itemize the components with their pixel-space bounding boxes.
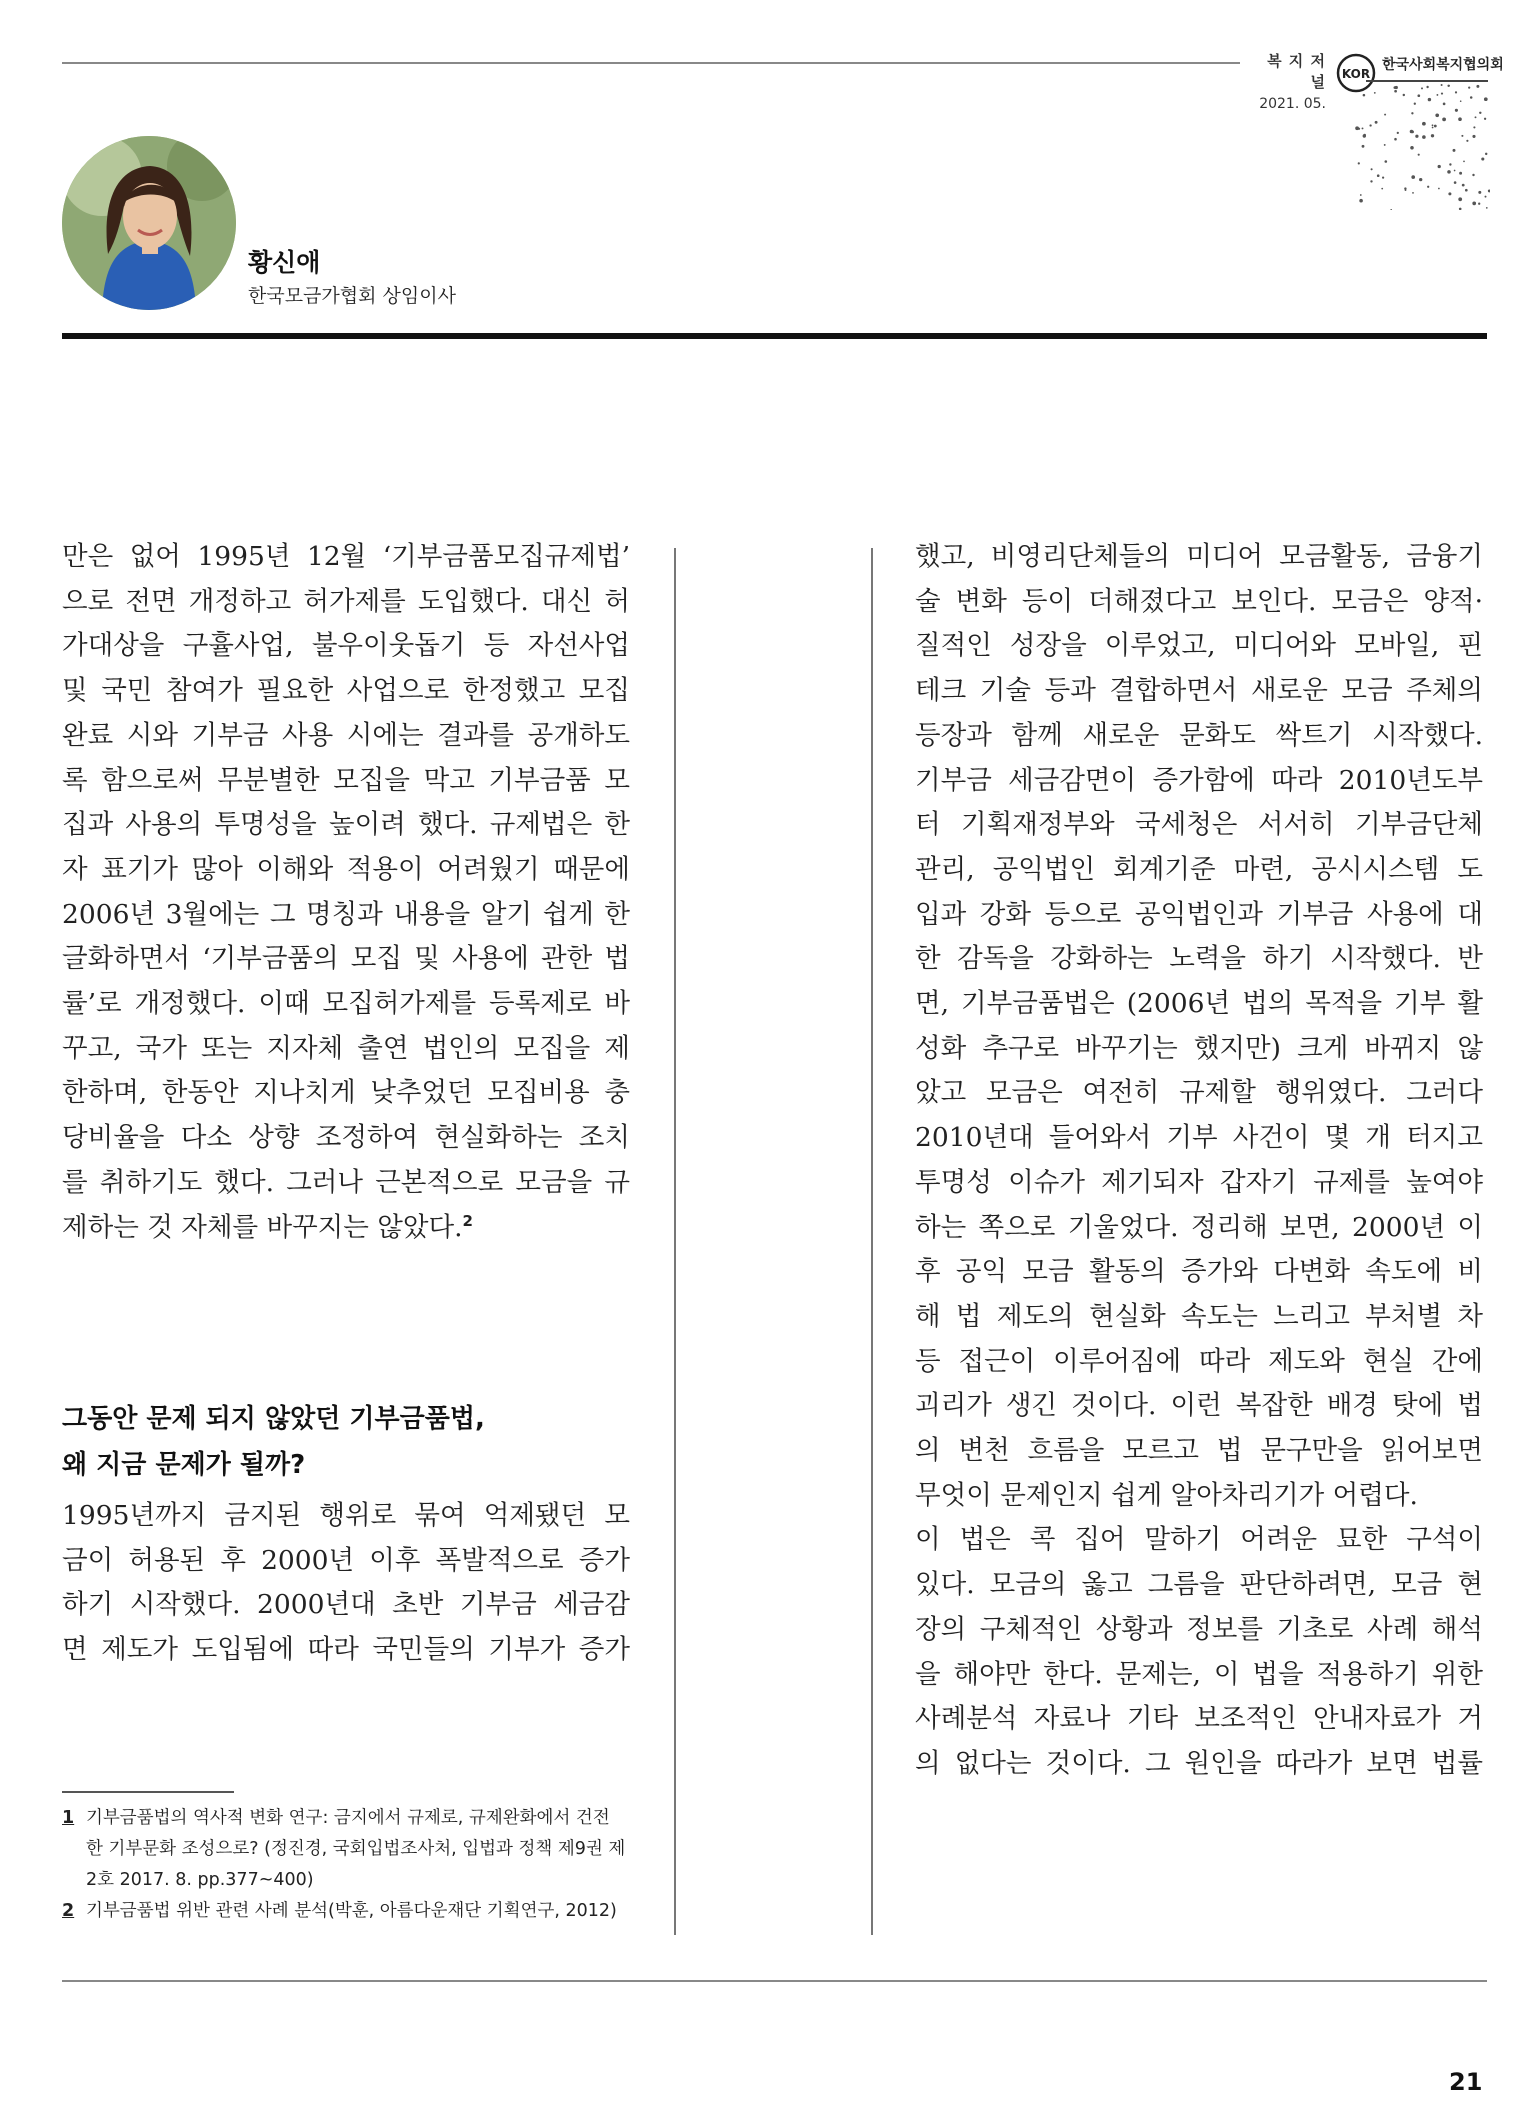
pattern-dot xyxy=(1381,188,1383,190)
pattern-dot xyxy=(1431,134,1434,137)
author-photo xyxy=(62,136,236,310)
text-line: 1995년까지 금지된 행위로 묶여 억제됐던 모 xyxy=(62,1500,630,1531)
pattern-dot xyxy=(1476,85,1479,88)
pattern-dot xyxy=(1358,162,1360,164)
pattern-dot xyxy=(1441,84,1443,86)
pattern-dot xyxy=(1412,192,1414,194)
pattern-dot xyxy=(1410,146,1414,150)
header-rule xyxy=(62,333,1487,339)
pattern-dot xyxy=(1478,191,1481,194)
pattern-dot xyxy=(1454,181,1457,184)
pattern-dot xyxy=(1486,207,1488,209)
subheading-line: 그동안 문제 되지 않았던 기부금품법, xyxy=(62,1404,485,1434)
text-line: 당비율을 다소 상향 조정하여 현실화하는 조치 xyxy=(62,1122,630,1154)
footnote-rule xyxy=(62,1791,234,1793)
pattern-dot xyxy=(1453,149,1456,152)
pattern-dot xyxy=(1375,121,1378,124)
journal-name: 복 지 저 널 xyxy=(1267,52,1326,91)
pattern-dot xyxy=(1484,97,1488,101)
pattern-dot xyxy=(1370,180,1372,182)
pattern-dot xyxy=(1436,94,1438,96)
pattern-dot xyxy=(1394,138,1397,141)
text-line: 성화 추구로 바꾸기는 했지만) 크게 바뀌지 않 xyxy=(915,1032,1483,1064)
text-line: 자 표기가 많아 이해와 적용이 어려웠기 때문에 xyxy=(62,853,630,885)
pattern-dot xyxy=(1465,189,1468,192)
bottom-rule xyxy=(62,1980,1487,1982)
pattern-dot xyxy=(1384,144,1386,146)
text-line: 2006년 3월에는 그 명칭과 내용을 알기 쉽게 한 xyxy=(62,898,630,930)
pattern-dot xyxy=(1485,153,1487,155)
text-line: 투명성 이슈가 제기되자 갑자기 규제를 높여야 xyxy=(915,1166,1483,1198)
pattern-dot xyxy=(1394,90,1397,93)
text-line: 았고 모금은 여전히 규제할 행위였다. 그러다 xyxy=(915,1077,1483,1109)
org-name: 한국사회복지협의회 xyxy=(1382,57,1504,73)
pattern-dot xyxy=(1459,208,1462,210)
author-title: 한국모금가협회 상임이사 xyxy=(248,285,456,307)
pattern-dot xyxy=(1468,86,1470,88)
pattern-dot xyxy=(1422,122,1426,126)
pattern-dot xyxy=(1461,135,1463,137)
pattern-dot xyxy=(1418,154,1420,156)
pattern-dot xyxy=(1484,118,1486,120)
pattern-dot xyxy=(1374,92,1376,94)
text-line: 를 취하기도 했다. 그러나 근본적으로 모금을 규 xyxy=(62,1166,630,1198)
text-line: 의 없다는 것이다. 그 원인을 따라가 보면 법률 xyxy=(915,1747,1483,1779)
pattern-dot xyxy=(1369,124,1371,126)
text-line: 괴리가 생긴 것이다. 이런 복잡한 배경 탓에 법 xyxy=(915,1390,1483,1422)
column-divider-left xyxy=(674,548,676,1935)
pattern-dot xyxy=(1359,199,1363,203)
text-line: 후 공익 모금 활동의 증가와 다변화 속도에 비 xyxy=(915,1256,1483,1288)
pattern-dot xyxy=(1475,116,1477,118)
left-column-para1 xyxy=(62,535,630,1250)
text-line: 기부금 세금감면이 증가함에 따라 2010년도부 xyxy=(915,764,1483,796)
pattern-dot xyxy=(1382,177,1384,179)
text-line-last xyxy=(62,1206,630,1251)
pattern-dot xyxy=(1470,96,1473,99)
pattern-dot xyxy=(1463,161,1465,163)
pattern-dot xyxy=(1411,112,1413,114)
pattern-dot xyxy=(1426,86,1428,88)
footnote-number: 1 xyxy=(62,1808,75,1828)
pattern-dot xyxy=(1432,124,1434,126)
pattern-dot xyxy=(1438,165,1441,168)
text-line: 집과 사용의 투명성을 높이려 했다. 규제법은 한 xyxy=(62,809,630,841)
author-portrait-image xyxy=(62,136,236,310)
pattern-dot xyxy=(1472,135,1475,138)
footnote-number: 2 xyxy=(62,1901,75,1921)
pattern-dot xyxy=(1362,145,1365,148)
text-line-end: 제하는 것 자체를 바꾸지는 않았다. xyxy=(62,1211,463,1243)
text-line: 한 감독을 강화하는 노력을 하기 시작했다. 반 xyxy=(915,943,1483,975)
pattern-dot xyxy=(1355,126,1359,130)
pattern-dot xyxy=(1455,109,1458,112)
pattern-dot xyxy=(1405,189,1407,191)
pattern-dot xyxy=(1422,135,1426,139)
text-line: 터 기획재정부와 국세청은 서서히 기부금단체 xyxy=(915,809,1483,841)
pattern-dot xyxy=(1417,94,1420,97)
text-line: 등장과 함께 새로운 문화도 싹트기 시작했다. xyxy=(915,719,1483,751)
pattern-dot xyxy=(1411,175,1415,179)
pattern-dot xyxy=(1435,113,1439,117)
pattern-dot xyxy=(1360,194,1362,196)
text-line: 질적인 성장을 이루었고, 미디어와 모바일, 핀 xyxy=(915,630,1483,662)
pattern-dot xyxy=(1459,172,1462,175)
text-line: 장의 구체적인 상황과 정보를 기초로 사례 해석 xyxy=(915,1613,1483,1645)
author-name: 황신애 xyxy=(248,248,321,277)
pattern-dot xyxy=(1419,178,1422,181)
text-line: 2010년대 들어와서 기부 사건이 몇 개 터지고 xyxy=(915,1122,1483,1154)
text-line: 했고, 비영리단체들의 미디어 모금활동, 금융기 xyxy=(915,541,1483,572)
footnote xyxy=(62,1896,634,1927)
footnotes xyxy=(62,1803,634,1927)
text-line: 가대상을 구휼사업, 불우이웃돕기 등 자선사업 xyxy=(62,630,630,662)
right-column xyxy=(915,535,1483,1787)
pattern-dot xyxy=(1455,91,1457,93)
column-divider-right xyxy=(871,548,873,1935)
pattern-dot xyxy=(1441,93,1443,95)
text-line: 있다. 모금의 옳고 그름을 판단하려면, 모금 현 xyxy=(915,1569,1483,1601)
pattern-dot xyxy=(1362,127,1364,129)
pattern-dot xyxy=(1454,170,1456,172)
pattern-dot xyxy=(1488,189,1490,192)
subheading-line: 왜 지금 문제가 될까? xyxy=(62,1450,306,1480)
pattern-dot xyxy=(1434,125,1437,128)
text-line: 이 법은 콕 집어 말하기 어려운 묘한 구석이 xyxy=(915,1524,1483,1556)
pattern-dot xyxy=(1384,114,1386,116)
text-line: 글화하면서 ‘기부금품의 모집 및 사용에 관한 법 xyxy=(62,943,630,975)
pattern-dot xyxy=(1449,163,1451,165)
kor-logo-text: KOR xyxy=(1341,67,1371,81)
pattern-dot xyxy=(1472,174,1474,176)
org-rule xyxy=(1366,80,1488,82)
text-line: 무엇이 문제인지 쉽게 알아차리기가 어렵다. xyxy=(915,1479,1418,1511)
text-line: 률’로 개정했다. 이때 모집허가제를 등록제로 바 xyxy=(62,988,630,1020)
footnote-ref[interactable]: 2 xyxy=(462,1211,473,1230)
text-line: 하는 쪽으로 기울었다. 정리해 보면, 2000년 이 xyxy=(915,1211,1483,1243)
pattern-dot xyxy=(1363,134,1366,137)
pattern-dot xyxy=(1403,94,1405,96)
pattern-dot xyxy=(1428,98,1431,101)
text-line: 테크 기술 등과 결합하면서 새로운 모금 주체의 xyxy=(915,675,1483,707)
pattern-dot xyxy=(1466,140,1468,142)
text-line: 금이 허용된 후 2000년 이후 폭발적으로 증가 xyxy=(62,1544,630,1576)
pattern-dot xyxy=(1438,188,1440,190)
left-column-para2 xyxy=(62,1494,630,1673)
pattern-dot xyxy=(1432,127,1434,129)
text-line: 완료 시와 기부금 사용 시에는 결과를 공개하도 xyxy=(62,719,630,751)
pattern-dot xyxy=(1458,117,1462,121)
text-line: 입과 강화 등으로 공익법인과 기부금 사용에 대 xyxy=(915,898,1483,930)
pattern-dot xyxy=(1447,170,1451,174)
section-subheading xyxy=(62,1396,485,1488)
pattern-dot xyxy=(1473,126,1475,128)
pattern-dot xyxy=(1363,94,1366,97)
pattern-dot xyxy=(1479,112,1481,114)
text-line: 으로 전면 개정하고 허가제를 도입했다. 대신 허 xyxy=(62,585,630,617)
pattern-dot xyxy=(1485,196,1487,198)
pattern-dot xyxy=(1427,186,1429,188)
pattern-dot xyxy=(1481,157,1484,160)
pattern-dot xyxy=(1384,160,1387,163)
text-line: 면, 기부금품법은 (2006년 법의 목적을 기부 활 xyxy=(915,988,1483,1020)
footnote xyxy=(62,1803,634,1896)
pattern-dot xyxy=(1390,209,1392,210)
text-line: 면 제도가 도입됨에 따라 국민들의 기부가 증가 xyxy=(62,1634,630,1666)
pattern-dot xyxy=(1371,168,1373,170)
pattern-dot xyxy=(1414,103,1416,105)
footnote-text: 기부금품법 위반 관련 사례 분석(박훈, 아름다운재단 기획연구, 2012) xyxy=(86,1901,617,1921)
pattern-dot xyxy=(1472,202,1476,206)
pattern-dot xyxy=(1411,131,1413,133)
footnote-text: 기부금품법의 역사적 변화 연구: 금지에서 규제로, 규제완화에서 건전 한 기부문화 조성으로? (정진경, 국회입법조사처, 입법과 정책 제9권 제 2호 2017. 8. pp.377~400) xyxy=(86,1808,626,1890)
pattern-dot xyxy=(1421,87,1423,89)
text-line: 등 접근이 이루어짐에 따라 제도와 현실 간에 xyxy=(915,1345,1483,1377)
issue-date: 2021. 05. xyxy=(1259,96,1326,112)
page-number: 21 xyxy=(1449,2068,1483,2096)
pattern-dot xyxy=(1443,103,1446,106)
pattern-dot xyxy=(1442,118,1446,122)
text-line: 관리, 공익법인 회계기준 마련, 공시시스템 도 xyxy=(915,853,1483,885)
text-line: 의 변천 흐름을 모르고 법 문구만을 읽어보면 xyxy=(915,1435,1483,1467)
pattern-dot xyxy=(1462,184,1465,187)
journal-info xyxy=(1246,50,1326,112)
pattern-dot xyxy=(1394,86,1397,89)
dot-pattern xyxy=(1350,84,1490,210)
text-line: 꾸고, 국가 또는 지자체 출연 법인의 모집을 제 xyxy=(62,1032,630,1064)
pattern-dot xyxy=(1478,203,1480,205)
text-line: 록 함으로써 무분별한 모집을 막고 기부금품 모 xyxy=(62,764,630,796)
text-line: 을 해야만 한다. 문제는, 이 법을 적용하기 위한 xyxy=(915,1658,1483,1690)
pattern-dot xyxy=(1415,135,1418,138)
pattern-dot xyxy=(1447,85,1449,87)
pattern-dot xyxy=(1397,132,1399,134)
text-line: 술 변화 등이 더해졌다고 보인다. 모금은 양적· xyxy=(915,585,1483,617)
pattern-dot xyxy=(1460,100,1462,102)
top-rule xyxy=(62,62,1240,64)
pattern-dot xyxy=(1458,197,1462,201)
pattern-dot xyxy=(1448,192,1451,195)
text-line: 하기 시작했다. 2000년대 초반 기부금 세금감 xyxy=(62,1589,630,1621)
pattern-dot xyxy=(1377,174,1380,177)
text-line: 만은 없어 1995년 12월 ‘기부금품모집규제법’ xyxy=(62,541,630,572)
text-line: 해 법 제도의 현실화 속도는 느리고 부처별 차 xyxy=(915,1300,1483,1332)
text-line: 한하며, 한동안 지나치게 낮추었던 모집비용 충 xyxy=(62,1077,630,1109)
text-line: 및 국민 참여가 필요한 사업으로 한정했고 모집 xyxy=(62,675,630,707)
text-line: 사례분석 자료나 기타 보조적인 안내자료가 거 xyxy=(915,1703,1483,1735)
